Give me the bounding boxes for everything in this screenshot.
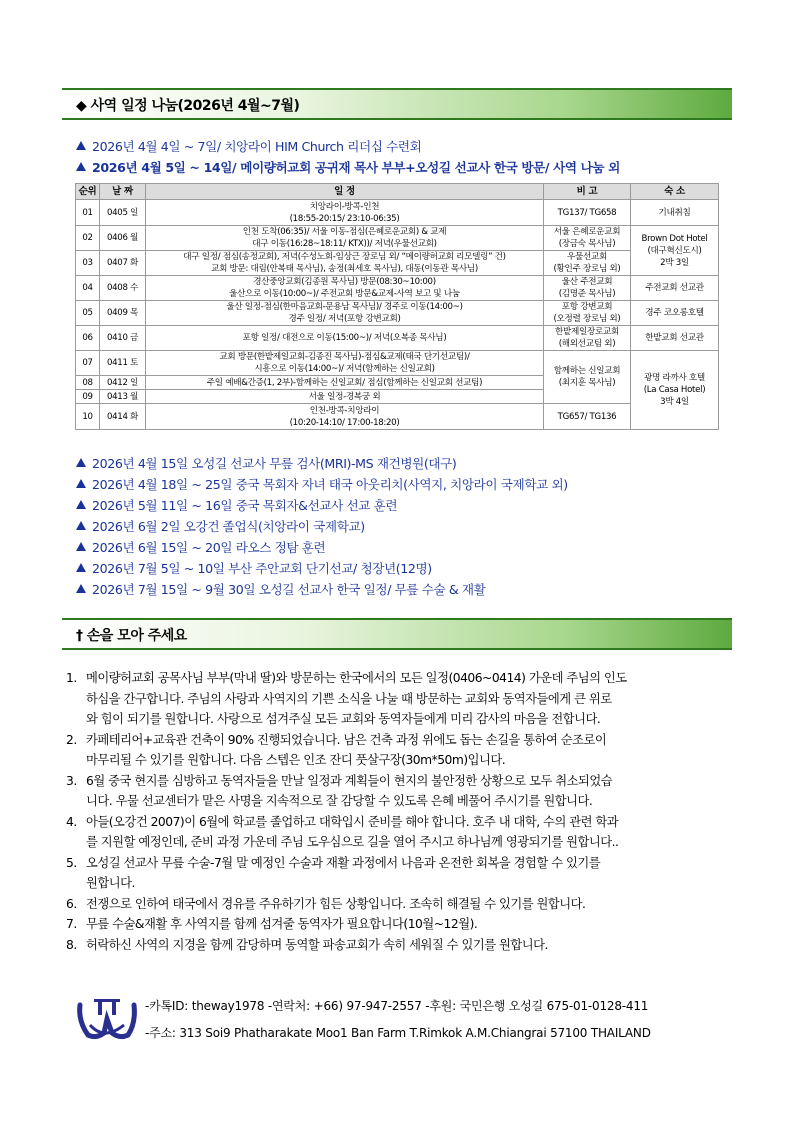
table-row: 10 0414 화 인천-방콕-치앙라이 (10:20-14:10/ 17:00-18:20) TG657/ TG136 xyxy=(76,404,719,430)
col-header-note: 비 고 xyxy=(544,184,631,200)
event-item-highlight: 2026년 4월 5일 ~ 14일/ 메이량허교회 공귀재 목사 부부+오성길 선교사 한국 방문/ 사역 나눔 외 xyxy=(76,157,620,176)
col-header-lodging: 숙 소 xyxy=(631,184,719,200)
table-row: 01 0405 일 치앙라이-방콕-인천 (18:55-20:15/ 23:10-06:35) TG137/ TG658 기내취침 xyxy=(76,200,719,226)
prayer-item: 4. 아들(오강건 2007)이 6월에 학교를 졸업하고 대학입시 준비를 해야 합니다. 호주 내 대학, 수의 관련 학과 를 지원할 예정인데, 준비 과정 가운데 주님 도우심으로 길을 열어 주시고 하나님께 영광되기를 원합니다.. xyxy=(66,814,619,849)
event-item: 2026년 6월 15일 ~ 20일 라오스 정탐 훈련 xyxy=(76,537,325,556)
triangle-icon xyxy=(76,500,86,509)
table-row: 04 0408 수 경산중앙교회(김종원 목사님) 방문(08:30~10:00) 울산으로 이동(10:00~)/ 주전교회 방문&교제-사역 보고 및 나눔 울산 주전교회 (김명준 목사님) 주전교회 선교관 xyxy=(76,276,719,301)
triangle-icon xyxy=(76,563,86,572)
prayer-item: 1. 메이량허교회 공목사님 부부(막내 딸)와 방문하는 한국에서의 모든 일정(0406~0414) 가운데 주님의 인도 하심을 간구합니다. 주님의 사랑과 사역지의 기쁜 소식을 나눌 때 방문하는 교회와 동역자들에게 큰 위로 와 힘이 되기를 원합니다. 사랑으로 섬겨주실 모든 교회와 동역자들에게 미리 감사의 마음을 전합니다. xyxy=(66,671,627,726)
well-story-logo xyxy=(74,995,140,1043)
table-row: 06 0410 금 포항 일정/ 대전으로 이동(15:00~)/ 저녁(오복종 목사님) 한밭제일장로교회 (해외선교팀 외) 한밭교회 선교관 xyxy=(76,326,719,351)
prayer-item: 2. 카페테리어+교육관 건축이 90% 진행되었습니다. 남은 건축 과정 위에도 돕는 손길을 통하여 순조로이 마무리될 수 있기를 원합니다. 다음 스텝은 인조 잔디 풋살구장(30m*50m)입니다. xyxy=(66,732,607,767)
table-row: 05 0409 목 울산 일정-점심(한마음교회-문용남 목사님)/ 경주로 이동(14:00~) 경주 일정/ 저녁(포항 강변교회) 포항 강변교회 (오정렬 장로님 외) 경주 코오롱호텔 xyxy=(76,301,719,326)
event-item: 2026년 6월 2일 오강건 졸업식(치앙라이 국제학교) xyxy=(76,516,365,535)
prayer-item: 3. 6월 중국 현지를 심방하고 동역자들을 만날 일정과 계획들이 현지의 불안정한 상황으로 모두 취소되었습 니다. 우물 선교센터가 맡은 사명을 지속적으로 잘 감당할 수 있도록 은혜 베풀어 주시기를 원합니다. xyxy=(66,773,613,808)
schedule-table xyxy=(75,183,719,430)
prayer-section-header xyxy=(62,618,732,650)
event-item: 2026년 4월 4일 ~ 7일/ 치앙라이 HIM Church 리더십 수련회 xyxy=(76,136,421,155)
lodging-brown-dot: Brown Dot Hotel (대구혁신도시) 2박 3일 xyxy=(631,226,719,276)
table-row: 03 0407 화 대구 일정/ 점심(송정교회), 저녁(수성노회-임상근 장로님 외/ “메이량허교회 리모델링” 건) 교회 방문: 대림(안복태 목사님), 송정(최세호 목사님), 대동(이동관 목사님) 우물선교회 (황인주 장로님 외) xyxy=(76,251,719,276)
prayer-section-title: † 손을 모아 주세요 xyxy=(76,628,187,644)
triangle-icon xyxy=(76,584,86,593)
event-item: 2026년 4월 18일 ~ 25일 중국 목회자 자녀 태국 아웃리치(사역지, 치앙라이 국제학교 외) xyxy=(76,474,568,493)
event-item: 2026년 7월 5일 ~ 10일 부산 주안교회 단기선교/ 청장년(12명) xyxy=(76,558,432,577)
table-row: 09 0413 월 서울 일정-경복궁 외 xyxy=(76,390,719,404)
schedule-section-header xyxy=(62,88,732,120)
prayer-item: 5. 오성길 선교사 무릎 수술-7월 말 예정인 수술과 재활 과정에서 나음과 온전한 회복을 경험할 수 있기를 원합니다. xyxy=(66,855,601,890)
table-row: 02 0406 월 인천 도착(06:35)/ 서울 이동-점심(은혜로운교회) & 교제 대구 이동(16:28~18:11/ KTX))/ 저녁(우물선교회) 서울 은혜로운교회 (장금숙 목사님) Brown Dot Hotel (대구혁신도시) 2박 3일 xyxy=(76,226,719,251)
schedule-section-title: ◆ 사역 일정 나눔(2026년 4월~7월) xyxy=(76,98,300,114)
col-header-plan: 일 정 xyxy=(146,184,544,200)
triangle-icon xyxy=(76,458,86,467)
col-header-no: 순위 xyxy=(76,184,100,200)
prayer-item: 7. 무릎 수술&재활 후 사역지를 함께 섬겨줄 동역자가 필요합니다(10월~12월). xyxy=(66,917,478,931)
triangle-icon xyxy=(76,542,86,551)
triangle-icon xyxy=(76,162,86,171)
triangle-icon xyxy=(76,521,86,530)
table-header-row xyxy=(76,184,719,200)
event-item: 2026년 7월 15일 ~ 9월 30일 오성길 선교사 한국 일정/ 무릎 수술 & 재활 xyxy=(76,579,485,598)
prayer-item: 6. 전쟁으로 인하여 태국에서 경유를 주유하기가 힘든 상황입니다. 조속히 해결될 수 있기를 원합니다. xyxy=(66,896,586,911)
event-item: 2026년 5월 11일 ~ 16일 중국 목회자&선교사 선교 훈련 xyxy=(76,495,397,514)
footer-address: -주소: 313 Soi9 Phatharakate Moo1 Ban Farm T.Rimkok A.M.Chiangrai 57100 THAILAND xyxy=(145,1026,651,1040)
footer-contact: -카톡ID: theway1978 -연락처: +66) 97-947-2557 -후원: 국민은행 오성길 675-01-0128-411 xyxy=(145,999,649,1013)
col-header-date: 날 짜 xyxy=(100,184,146,200)
triangle-icon xyxy=(76,479,86,488)
lodging-la-casa: 광명 라까사 호텔 (La Casa Hotel) 3박 4일 xyxy=(631,351,719,430)
table-row: 07 0411 토 교회 방문(한밭제일교회-김종진 목사님)-점심&교제(태국 단기선교팀)/ 시흥으로 이동(14:00~)/ 저녁(함께하는 신일교회) 함께하는 신일교회 (최지훈 목사님) 광명 라까사 호텔 (La Casa Hotel) 3박 4일 xyxy=(76,351,719,376)
note-sinil-church: 함께하는 신일교회 (최지훈 목사님) xyxy=(544,351,631,404)
event-item: 2026년 4월 15일 오성길 선교사 무릎 검사(MRI)-MS 재건병원(대구) xyxy=(76,453,456,472)
triangle-icon xyxy=(76,141,86,150)
table-row: 08 0412 일 주일 예배&간증(1, 2부)-함께하는 신일교회/ 점심(함께하는 신일교회 선교팀) xyxy=(76,376,719,390)
prayer-item: 8. 허락하신 사역의 지경을 함께 감당하며 동역할 파송교회가 속히 세워질 수 있기를 원합니다. xyxy=(66,937,548,952)
prayer-list xyxy=(66,668,736,955)
